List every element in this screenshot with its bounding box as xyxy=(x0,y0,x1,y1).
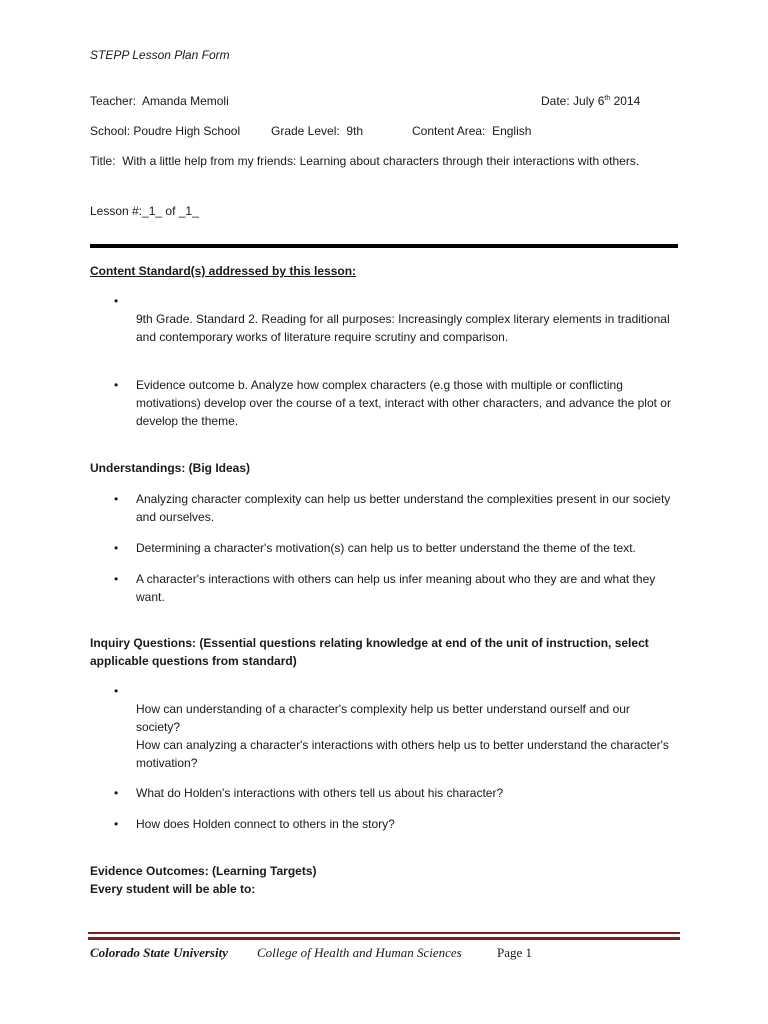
footer-college: College of Health and Human Sciences xyxy=(257,945,462,960)
bullet-icon: • xyxy=(114,492,119,506)
bullet-icon: • xyxy=(114,541,119,555)
list-item: How can analyzing a character's interactions with others help us to better understand the character's motivation? xyxy=(136,738,669,770)
bullet-icon: • xyxy=(114,786,119,800)
footer-university: Colorado State University xyxy=(90,945,228,960)
school-field: School: Poudre High School xyxy=(90,124,241,138)
date-line xyxy=(541,92,640,110)
title-label: Title: xyxy=(90,154,116,168)
title-value: With a little help from my friends: Learning about characters through their interactions with others. xyxy=(122,154,640,168)
list-item: How does Holden connect to others in the story? xyxy=(136,817,395,831)
list-item: A character's interactions with others can help us infer meaning about who they are and what they want. xyxy=(136,572,656,604)
date-year: 2014 xyxy=(613,94,641,108)
section-divider xyxy=(90,244,678,248)
date-label: Date: xyxy=(541,94,570,108)
footer-rule xyxy=(88,932,680,934)
list-item: 9th Grade. Standard 2. Reading for all purposes: Increasingly complex literary elements in traditional and contemporary works of literature require scrutiny and comparison. xyxy=(136,312,670,344)
inquiry-heading: Inquiry Questions: (Essential questions relating knowledge at end of the unit of instruction, select applicable questions from standard) xyxy=(90,636,649,668)
date-suffix: th xyxy=(604,95,611,102)
evidence-heading: Evidence Outcomes: (Learning Targets) xyxy=(90,864,317,878)
teacher-label: Teacher: xyxy=(90,94,137,108)
bullet-icon: • xyxy=(114,572,119,586)
teacher-name: Amanda Memoli xyxy=(142,94,229,108)
bullet-icon: • xyxy=(114,684,119,698)
list-item: Determining a character's motivation(s) can help us to better understand the theme of the text. xyxy=(136,541,636,555)
bullet-icon: • xyxy=(114,817,119,831)
grade-field: Grade Level: 9th xyxy=(271,124,364,138)
list-item: What do Holden's interactions with others tell us about his character? xyxy=(136,786,504,800)
footer-page-number: Page 1 xyxy=(497,945,533,960)
bullet-icon: • xyxy=(114,294,119,308)
lesson-number: Lesson #:_1_ of _1_ xyxy=(90,204,199,218)
form-title: STEPP Lesson Plan Form xyxy=(90,48,230,62)
lesson-title xyxy=(90,152,650,170)
list-item: How can understanding of a character's complexity help us better understand ourself and our society? xyxy=(136,702,630,734)
footer-rule xyxy=(88,937,680,940)
evidence-subtext: Every student will be able to: xyxy=(90,882,256,896)
list-item: Evidence outcome b. Analyze how complex characters (e.g those with multiple or conflicting motivations) develop over the course of a text, interact with other characters, and advance the plot or develop the theme. xyxy=(136,378,671,428)
content-area-field: Content Area: English xyxy=(412,124,532,138)
teacher-line xyxy=(90,92,229,110)
bullet-icon: • xyxy=(114,378,119,392)
understandings-heading: Understandings: (Big Ideas) xyxy=(90,461,251,475)
date-month-day: July 6 xyxy=(573,94,605,108)
list-item: Analyzing character complexity can help us better understand the complexities present in our society and ourselves. xyxy=(136,492,671,524)
content-standards-heading: Content Standard(s) addressed by this lesson: xyxy=(90,264,357,278)
